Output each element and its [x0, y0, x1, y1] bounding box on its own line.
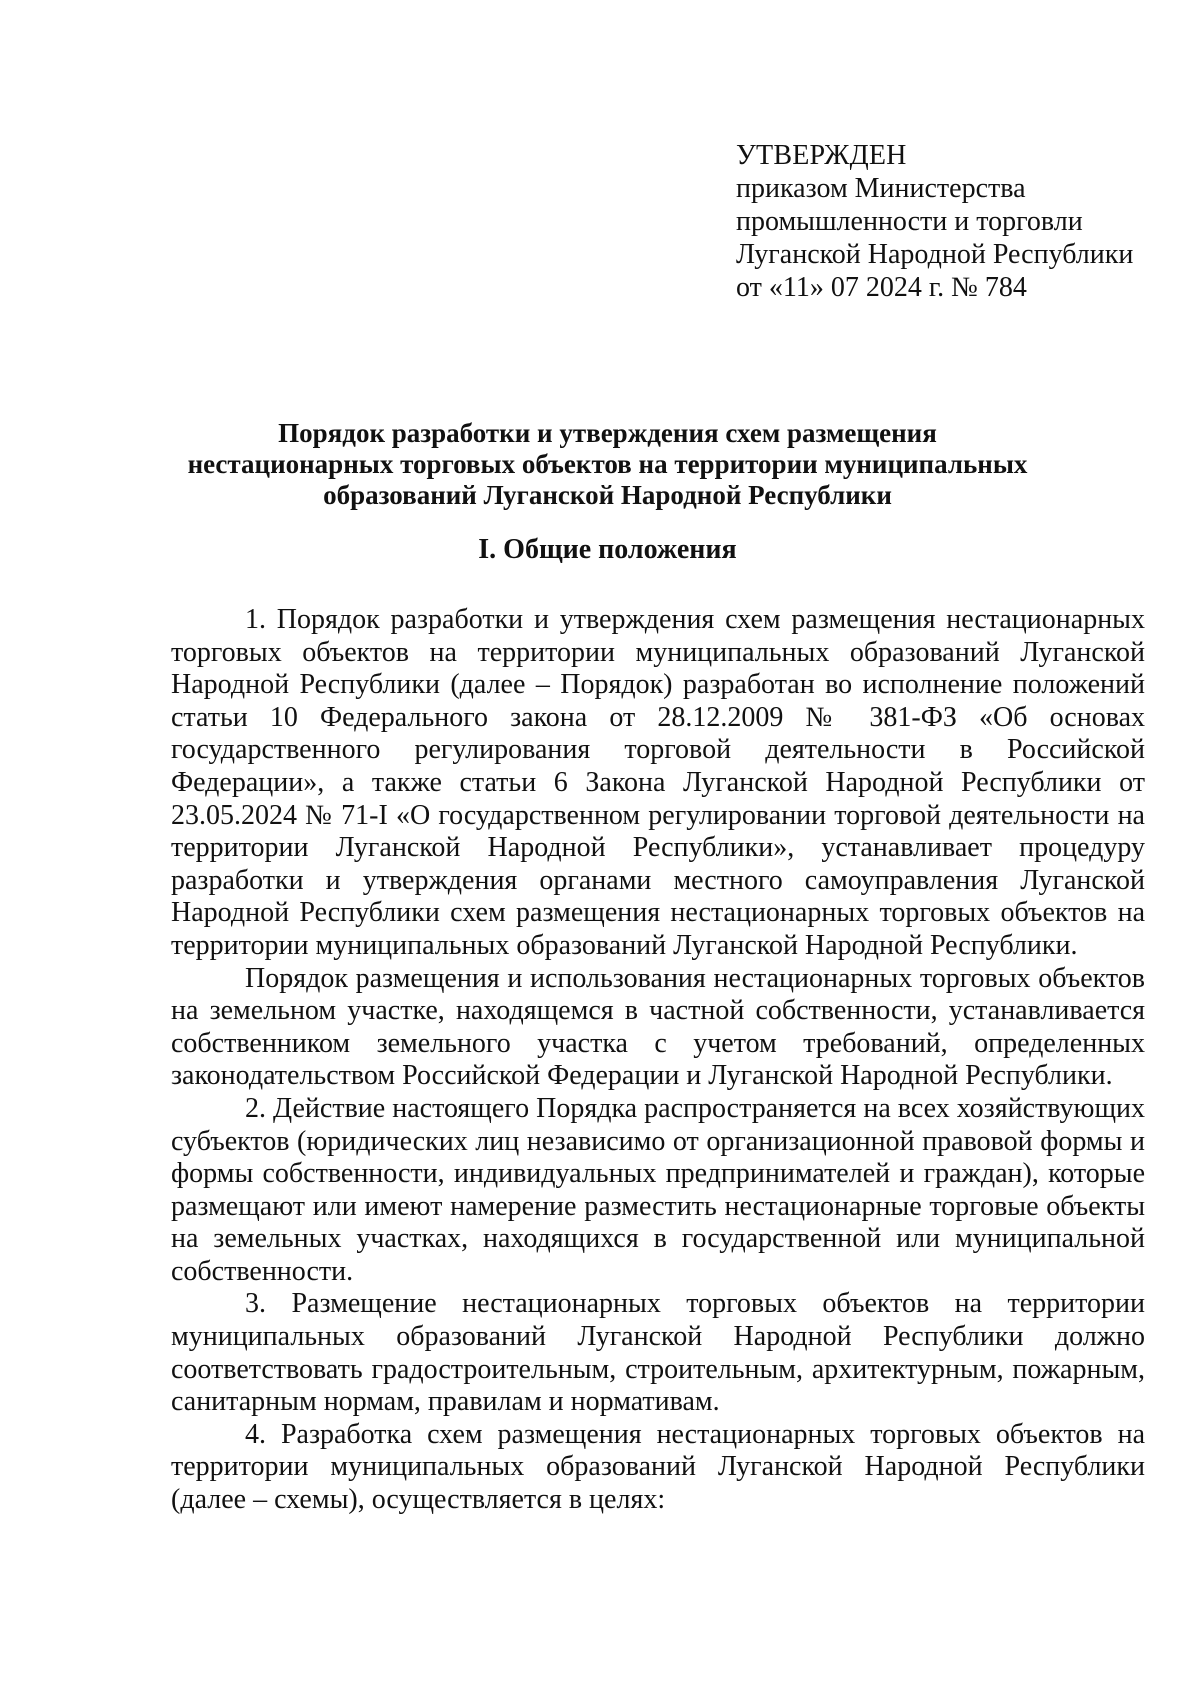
document-title-line: нестационарных торговых объектов на территории муниципальных	[187, 449, 1028, 479]
approval-line-date-number: от «11» 07 2024 г. № 784	[736, 272, 1027, 303]
approval-line-republic: Луганской Народной Республики	[736, 239, 1134, 270]
document-title-line: образований Луганской Народной Республики	[323, 480, 892, 510]
paragraph-4: 4. Разработка схем размещения нестационарных торговых объектов на территории муниципальных образований Луганской Народной Республики (далее – схемы), осуществляется в целях:	[171, 1418, 1145, 1516]
paragraph-1-continued: Порядок размещения и использования нестационарных торговых объектов на земельном участке, находящемся в частной собственности, устанавливается собственником земельного участка с учетом требований, определенных законодательством Российской Федерации и Луганской Народной Республики.	[171, 962, 1145, 1092]
approval-heading: УТВЕРЖДЕН	[736, 140, 907, 171]
section-heading: I. Общие положения	[478, 534, 737, 565]
approval-line-order: приказом Министерства	[736, 173, 1026, 204]
approval-line-ministry: промышленности и торговли	[736, 206, 1083, 237]
approval-stamp	[736, 139, 1156, 304]
paragraph-3: 3. Размещение нестационарных торговых объектов на территории муниципальных образований Луганской Народной Республики должно соответствовать градостроительным, строительным, архитектурным, пожарным, санитарным нормам, правилам и нормативам.	[171, 1288, 1145, 1418]
paragraph-1: 1. Порядок разработки и утверждения схем размещения нестационарных торговых объектов на территории муниципальных образований Луганской Народной Республики (далее – Порядок) разработан во исполнение положений статьи 10 Федерального закона от 28.12.2009 № 381-ФЗ «Об основах государственного регулирования торговой деятельности в Российской Федерации», а также статьи 6 Закона Луганской Народной Республики от 23.05.2024 № 71-I «О государственном регулировании торговой деятельности на территории Луганской Народной Республики», устанавливает процедуру разработки и утверждения органами местного самоуправления Луганской Народной Республики схем размещения нестационарных торговых объектов на территории муниципальных образований Луганской Народной Республики.	[171, 604, 1145, 961]
document-body	[171, 604, 1145, 1517]
document-title-line: Порядок разработки и утверждения схем размещения	[278, 418, 937, 448]
document-title	[150, 418, 1065, 511]
paragraph-2: 2. Действие настоящего Порядка распространяется на всех хозяйствующих субъектов (юридических лиц независимо от организационной правовой формы и формы собственности, индивидуальных предпринимателей и граждан), которые размещают или имеют намерение разместить нестационарные торговые объекты на земельных участках, находящихся в государственной или муниципальной собственности.	[171, 1092, 1145, 1287]
